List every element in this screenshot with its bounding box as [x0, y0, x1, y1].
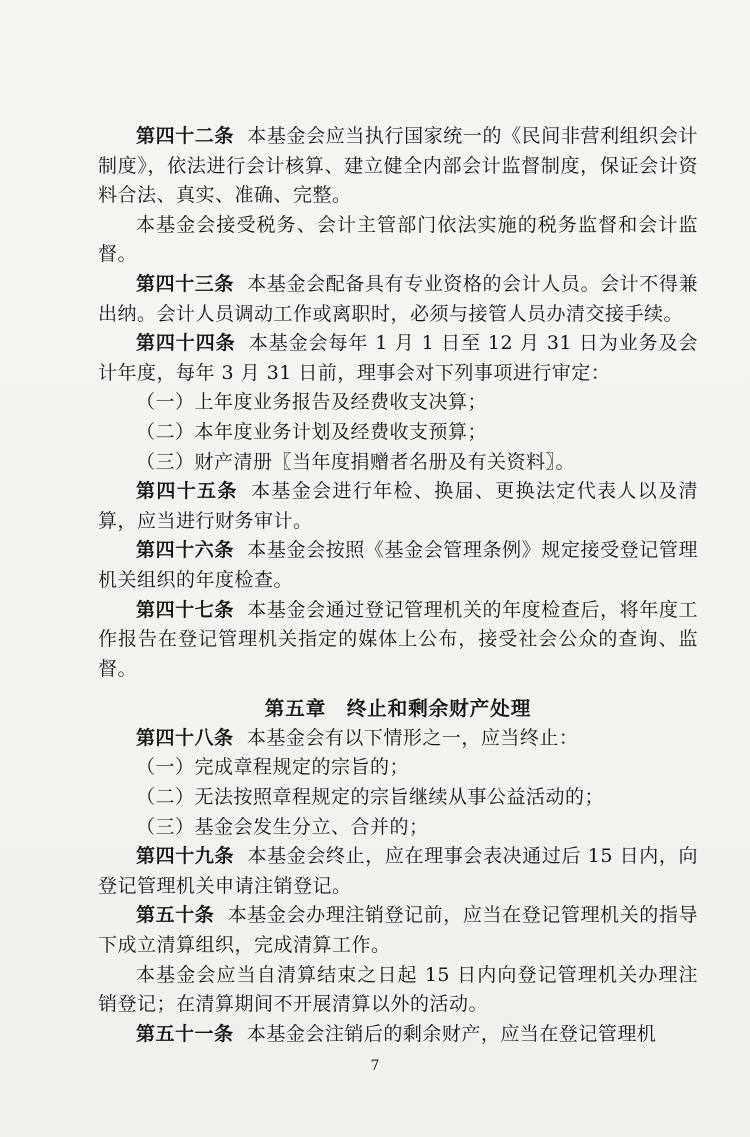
article-number: 第四十二条: [136, 125, 234, 147]
article-paragraph: [98, 536, 698, 595]
article-number: 第四十三条: [136, 272, 234, 295]
list-item: （一）上年度业务报告及经费收支决算；: [136, 391, 488, 414]
article-paragraph: [98, 596, 698, 685]
article-number: 第四十七条: [136, 598, 234, 621]
article-text: 本基金会终止，应在理事会表决通过后 15 日内，向登记管理机关申请注销登记。: [98, 845, 698, 897]
paragraph: 本基金会接受税务、会计主管部门依法实施的税务监督和会计监督。: [98, 213, 698, 266]
article-text: 本基金会注销后的剩余财产，应当在登记管理机: [246, 1022, 657, 1045]
article-text: 本基金会按照《基金会管理条例》规定接受登记管理机关组织的年度检查。: [98, 539, 698, 591]
list-item: （一）完成章程规定的宗旨的；: [136, 756, 410, 779]
article-paragraph: [98, 270, 698, 329]
article-text: 本基金会每年 1 月 1 日至 12 月 31 日为业务及会计年度，每年 3 月 31 日前，理事会对下列事项进行审定：: [98, 332, 698, 384]
article-text: 本基金会通过登记管理机关的年度检查后，将年度工作报告在登记管理机关指定的媒体上公布，接受社会公众的查询、监督。: [98, 598, 698, 680]
article-number: 第四十六条: [136, 539, 234, 562]
chapter-heading: 第五章 终止和剩余财产处理: [264, 697, 532, 721]
article-text: 本基金会进行年检、换届、更换法定代表人以及清算，应当进行财务审计。: [98, 480, 698, 532]
list-item: （三）基金会发生分立、合并的；: [136, 815, 429, 838]
list-item: （二）无法按照章程规定的宗旨继续从事公益活动的；: [136, 786, 605, 809]
article-paragraph: [98, 724, 698, 754]
article-text: 本基金会办理注销登记前，应当在登记管理机关的指导下成立清算组织，完成清算工作。: [98, 904, 698, 957]
document-body: [98, 122, 698, 1049]
list-item: （二）本年度业务计划及经费收支预算；: [136, 420, 488, 443]
article-paragraph: [98, 122, 698, 211]
article-text: 本基金会应当执行国家统一的《民间非营利组织会计制度》，依法进行会计核算、建立健全内部会计监督制度，保证会计资料合法、真实、准确、完整。: [98, 125, 698, 207]
article-paragraph: [98, 1020, 698, 1050]
page-number: 7: [370, 1058, 380, 1074]
article-number: 第四十四条: [136, 332, 236, 355]
article-paragraph: [98, 842, 698, 901]
list-item: （三）财产清册〖当年度捐赠者名册及有关资料〗。: [136, 450, 576, 473]
article-paragraph: [98, 329, 698, 388]
article-text: 本基金会有以下情形之一，应当终止：: [246, 726, 579, 749]
article-text: 本基金会配备具有专业资格的会计人员。会计不得兼出纳。会计人员调动工作或离职时，必须与接管人员办清交接手续。: [98, 272, 698, 325]
article-number: 第四十八条: [136, 726, 234, 749]
article-number: 第四十五条: [136, 480, 238, 503]
article-number: 第五十条: [136, 904, 215, 927]
article-paragraph: [98, 901, 698, 960]
paragraph: 本基金会应当自清算结束之日起 15 日内向登记管理机关办理注销登记；在清算期间不开展清算以外的活动。: [98, 963, 698, 1016]
article-number: 第四十九条: [136, 845, 235, 868]
article-paragraph: [98, 477, 698, 536]
article-number: 第五十一条: [136, 1022, 234, 1045]
